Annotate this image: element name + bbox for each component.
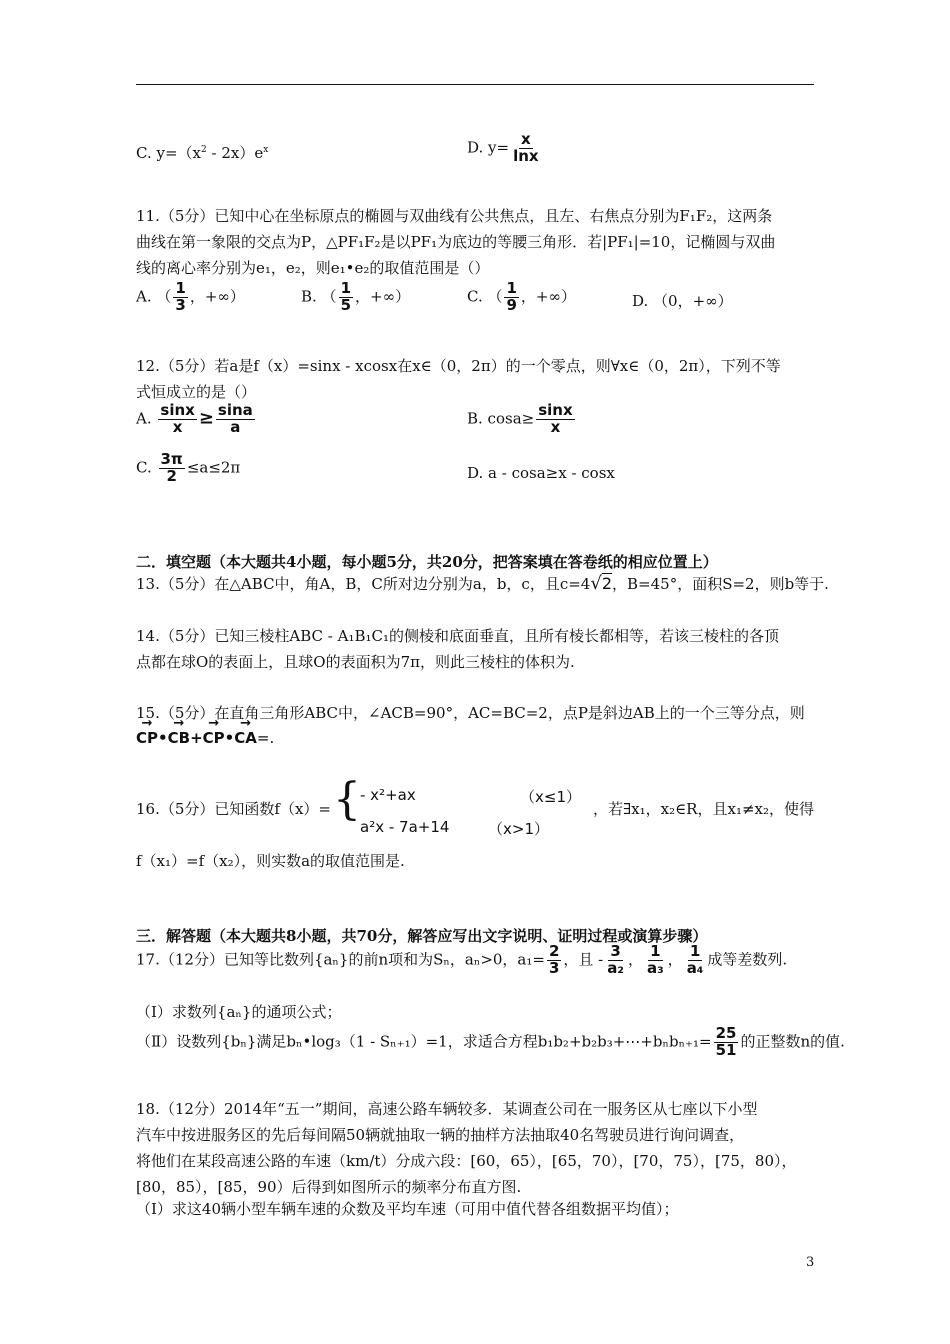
q15-vector-expression: → CP•→ CB+→ CP•→ CA=. [136,729,274,747]
q11-line2: 曲线在第一象限的交点为P，△PF₁F₂是以PF₁为底边的等腰三角形．若|PF₁|=10，记椭圆与双曲 [136,233,776,251]
q17-part2: （Ⅱ）设数列{bₙ}满足bₙ•log₃（1 - Sₙ₊₁）=1，求适合方程b₁b₂+b₂b₃+⋯+bₙbₙ₊₁= $\frac{25}{51}$ 的正整数n的值. [136,1024,845,1059]
page-number: 3 [806,1255,815,1270]
q12-option-d: D. a - cosa≥x - cosx [467,464,615,482]
q17-stem: 17.（12分）已知等比数列{aₙ}的前n项和为Sₙ，aₙ>0，a₁= $\frac{2}{3}$ ，且 - $\frac{3}{\text{a₂}}$ ， $\frac{1}{\text{a₃}}$ ， $\frac{1}{\text{a₄}}$ 成等差数列. [136,942,788,977]
q12-line1: 12.（5分）若a是f（x）=sinx - xcosx在x∈（0，2π）的一个零点，则∀x∈（0，2π），下列不等 [136,357,781,375]
q16-case1: - x²+ax [360,786,416,804]
q12-option-b: B. cosa≥ $\frac{\sin x}{x}$ [467,401,573,436]
q18-line3: 将他们在某段高速公路的车速（km/t）分成六段：[60，65），[65，70），[70，75），[75，80）， [136,1152,797,1170]
q18-part1: （Ⅰ）求这40辆小型车辆车速的众数及平均车速（可用中值代替各组数据平均值）； [136,1200,679,1218]
q11-option-d: D. （0，+∞） [632,292,733,310]
q14-line1: 14.（5分）已知三棱柱ABC - A₁B₁C₁的侧棱和底面垂直，且所有棱长都相等，若该三棱柱的各顶 [136,627,779,645]
q16-cond1: （x≤1） [520,788,581,806]
q14-line2: 点都在球O的表面上，且球O的表面积为7π，则此三棱柱的体积为. [136,653,575,671]
q16-cond2: （x>1） [488,820,549,838]
q16-tail: ，若∃x₁，x₂∈R，且x₁≠x₂，使得 [593,800,814,818]
q10-option-c: C. $y=(x^2 - 2x)e^x$ [136,144,269,162]
q12-option-a: A. $\frac{\sin x}{x}$ ≥ $\frac{\sin a}{a}$ [136,401,253,436]
q13: 13.（5分）在△ABC中，角A，B，C所对边分别为a，b，c，且c=4√2，B=45°，面积S=2，则b等于. [136,573,829,594]
q16-brace: { [333,774,361,825]
q15-line1: 15.（5分）在直角三角形ABC中，∠ACB=90°，AC=BC=2，点P是斜边AB上的一个三等分点，则 [136,704,805,722]
q18-line1: 18.（12分）2014年“五一”期间，高速公路车辆较多．某调查公司在一服务区从七座以下小型 [136,1100,758,1118]
q12-line2: 式恒成立的是（） [136,383,257,401]
q18-line4: [80，85），[85，90）后得到如图所示的频率分布直方图. [136,1178,522,1196]
q18-line2: 汽车中按进服务区的先后每间隔50辆就抽取一辆的抽样方法抽取40名驾驶员进行询问调查， [136,1126,745,1144]
q16-line2: f（x₁）=f（x₂），则实数a的取值范围是. [136,852,405,870]
q12-option-c: C. $\frac{3\pi}{2}$ ≤a≤2π [136,450,241,485]
q11-option-c: C. （ $\frac{1}{9}$ ，+∞） [467,279,576,314]
section3-heading: 三．解答题（本大题共8小题，共70分，解答应写出文字说明、证明过程或演算步骤） [136,927,708,945]
q10-option-d: D. y= $\frac{x}{\ln x}$ [467,130,539,165]
q11-line1: 11.（5分）已知中心在坐标原点的椭圆与双曲线有公共焦点，且左、右焦点分别为F₁F₂，这两条 [136,207,773,225]
q11-option-a: A. （ $\frac{1}{3}$ ，+∞） [136,279,245,314]
header-rule [136,84,814,85]
q11-line3: 线的离心率分别为e₁，e₂，则e₁•e₂的取值范围是（） [136,259,490,277]
q16-case2: a²x - 7a+14 [360,818,450,836]
section2-heading: 二．填空题（本大题共4小题，每小题5分，共20分，把答案填在答卷纸的相应位置上） [136,553,718,571]
q16-head: 16.（5分）已知函数f（x）= [136,800,331,818]
q11-option-b: B. （ $\frac{1}{5}$ ，+∞） [301,279,411,314]
q17-part1: （Ⅰ）求数列{aₙ}的通项公式； [136,1003,342,1021]
